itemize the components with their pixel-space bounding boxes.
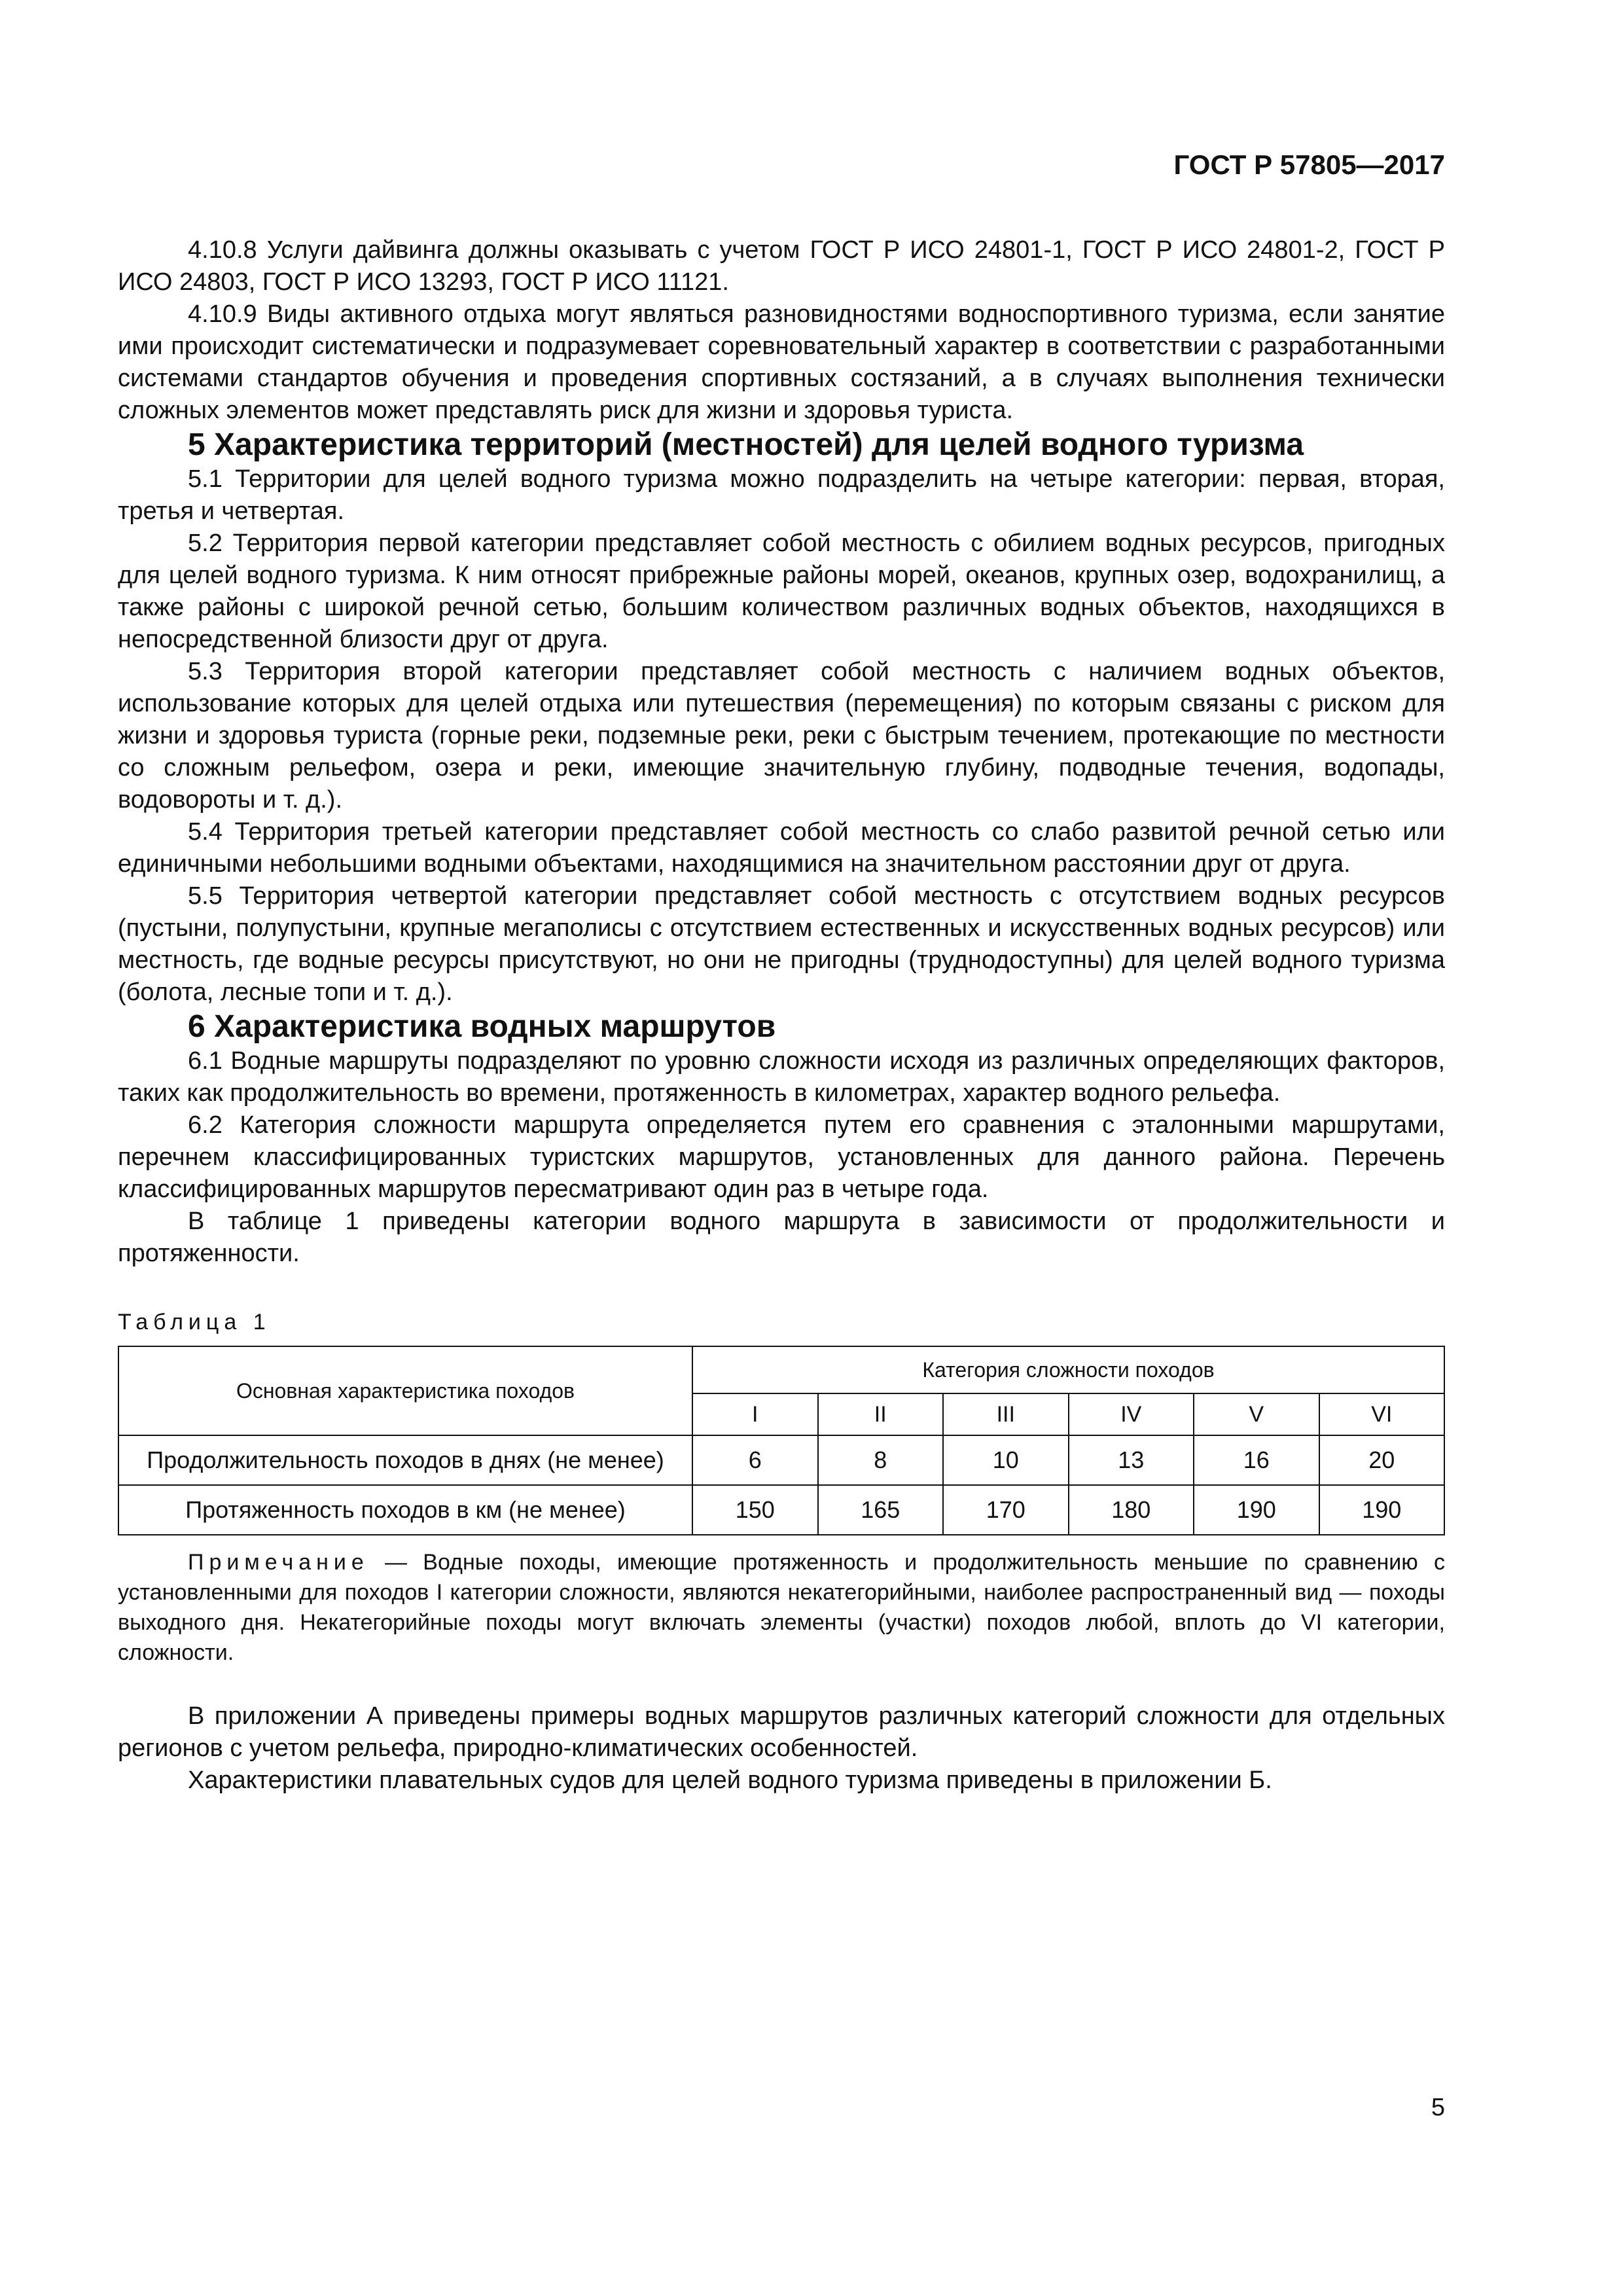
table-cell: 16 [1194, 1435, 1319, 1485]
page-number: 5 [1431, 2094, 1445, 2121]
table-note [118, 1547, 1445, 1668]
table-cell: 20 [1319, 1435, 1445, 1485]
paragraph-4-10-9: 4.10.9 Виды активного отдыха могут являться разновидностями водноспортивного туризма, если занятие ими происходит систематически и подразумевает соревновательный характер в соответствии с разработанными системами стандартов обучения и проведения спортивных состязаний, а в случаях выполнения технически сложных элементов может представлять риск для жизни и здоровья туриста. [118, 300, 1445, 424]
table-row [118, 1435, 1444, 1485]
table-cell: 13 [1069, 1435, 1194, 1485]
table-row-label: Продолжительность походов в днях (не менее) [118, 1435, 692, 1485]
table-cell: 165 [818, 1485, 944, 1535]
table-category-cell: IV [1069, 1393, 1194, 1435]
paragraph-appendix-b: Характеристики плавательных судов для целей водного туризма приведены в приложении Б. [188, 1767, 1272, 1794]
table-caption: Таблица 1 [118, 1310, 271, 1335]
paragraph-5-3: 5.3 Территория второй категории представляет собой местность с наличием водных объектов, использование которых для целей отдыха или путешествия (перемещения) по которым связаны с риском для жизни и здоровья туриста (горные реки, подземные реки, реки с быстрым течением, протекающие по местности со сложным рельефом, озера и реки, имеющие значительную глубину, подводные течения, водопады, водовороты и т. д.). [118, 658, 1445, 814]
paragraph-appendix-a: В приложении А приведены примеры водных маршрутов различных категорий сложности для отдельных регионов с учетом рельефа, природно-климатических особенностей. [118, 1702, 1445, 1762]
table-note-label: Примечание [188, 1550, 369, 1575]
table-category-cell: I [692, 1393, 818, 1435]
section-5-heading: 5 Характеристика территорий (местностей) для целей водного туризма [188, 427, 1304, 462]
table-category-cell: III [943, 1393, 1069, 1435]
paragraph-5-4: 5.4 Территория третьей категории представляет собой местность со слабо развитой речной сетью или единичными небольшими водными объектами, находящимися на значительном расстоянии друг от друга. [118, 818, 1445, 878]
table-category-cell: VI [1319, 1393, 1445, 1435]
paragraph-5-1: 5.1 Территории для целей водного туризма можно подразделить на четыре категории: первая, вторая, третья и четвертая. [118, 465, 1445, 525]
table-row-label: Протяженность походов в км (не менее) [118, 1485, 692, 1535]
table-category-cell: II [818, 1393, 944, 1435]
table-cell: 150 [692, 1485, 818, 1535]
table-row-header: Основная характеристика походов [118, 1346, 692, 1435]
table-cell: 190 [1194, 1485, 1319, 1535]
table-row [118, 1485, 1444, 1535]
table-cell: 190 [1319, 1485, 1445, 1535]
section-6-heading: 6 Характеристика водных маршрутов [188, 1009, 776, 1044]
table-group-header: Категория сложности походов [692, 1346, 1444, 1393]
difficulty-table [118, 1346, 1445, 1535]
table-cell: 8 [818, 1435, 944, 1485]
paragraph-table-intro: В таблице 1 приведены категории водного маршрута в зависимости от продолжительности и протяженности. [118, 1208, 1445, 1267]
table-category-cell: V [1194, 1393, 1319, 1435]
table-cell: 180 [1069, 1485, 1194, 1535]
paragraph-4-10-8: 4.10.8 Услуги дайвинга должны оказывать с учетом ГОСТ Р ИСО 24801-1, ГОСТ Р ИСО 24801-2, ГОСТ Р ИСО 24803, ГОСТ Р ИСО 13293, ГОСТ Р ИСО 11121. [118, 236, 1445, 296]
table-cell: 10 [943, 1435, 1069, 1485]
table-cell: 170 [943, 1485, 1069, 1535]
paragraph-6-1: 6.1 Водные маршруты подразделяют по уровню сложности исходя из различных определяющих факторов, таких как продолжительность во времени, протяженность в километрах, характер водного рельефа. [118, 1047, 1445, 1107]
table-cell: 6 [692, 1435, 818, 1485]
document-code: ГОСТ Р 57805—2017 [1173, 149, 1445, 180]
paragraph-5-5: 5.5 Территория четвертой категории представляет собой местность с отсутствием водных ресурсов (пустыни, полупустыни, крупные мегаполисы с отсутствием естественных и искусственных водных ресурсов) или местность, где водные ресурсы присутствуют, но они не пригодны (труднодоступны) для целей водного туризма (болота, лесные топи и т. д.). [118, 882, 1445, 1006]
paragraph-5-2: 5.2 Территория первой категории представляет собой местность с обилием водных ресурсов, пригодных для целей водного туризма. К ним относят прибрежные районы морей, океанов, крупных озер, водохранилищ, а также районы с широкой речной сетью, большим количеством различных водных объектов, находящихся в непосредственной близости друг от друга. [118, 529, 1445, 653]
table-note-text: — Водные походы, имеющие протяженность и продолжительность меньшие по сравнению с установленными для походов I категории сложности, являются некатегорийными, наиболее распространенный вид — походы выходного дня. Некатегорийные походы могут включать элементы (участки) походов любой, вплоть до VI категории, сложности. [118, 1550, 1445, 1665]
paragraph-6-2: 6.2 Категория сложности маршрута определяется путем его сравнения с эталонными маршрутами, перечнем классифицированных туристских маршрутов, установленных для данного района. Перечень классифицированных маршрутов пересматривают один раз в четыре года. [118, 1111, 1445, 1203]
